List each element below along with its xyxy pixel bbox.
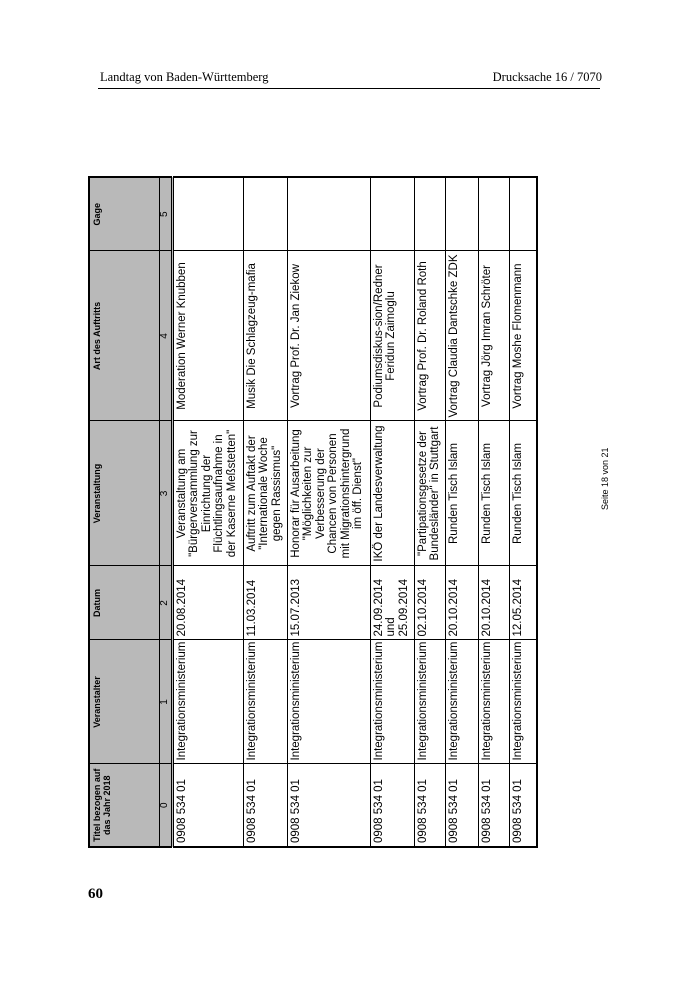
- table-cell: Runden Tisch Islam: [479, 421, 510, 566]
- table-cell: Musik Die Schlagzeug-mafia: [243, 251, 287, 421]
- table-cell: Runden Tisch Islam: [445, 421, 478, 566]
- column-number: 0: [160, 764, 173, 847]
- table-row: [370, 177, 414, 847]
- table-cell: 12.05.2014: [510, 566, 537, 640]
- column-number-row: [160, 177, 173, 847]
- table-cell: Runden Tisch Islam: [510, 421, 537, 566]
- header-cell: Art des Auftritts: [89, 251, 160, 421]
- table-cell: Integrationsministerium: [510, 640, 537, 764]
- header-cell: Veranstaltung: [89, 421, 160, 566]
- table-cell: Vortrag Claudia Dantschke ZDK: [445, 251, 478, 421]
- table-cell: Vortrag Moshe Flomenmann: [510, 251, 537, 421]
- table-cell: 0908 534 01: [173, 764, 244, 847]
- table-cell: 0908 534 01: [414, 764, 445, 847]
- events-table: [88, 176, 538, 848]
- table-cell: Veranstaltung am "Bürgerversammlung zur Einrichtung der Flüchtlingsaufnahme in der Kaserne Meßstetten": [173, 421, 244, 566]
- table-cell: Integrationsministerium: [370, 640, 414, 764]
- table-cell: 20.10.2014: [479, 566, 510, 640]
- page-footer: Seite 18 von 21: [600, 447, 610, 510]
- table-row: [445, 177, 478, 847]
- column-number: 2: [160, 566, 173, 640]
- table-cell: Honorar für Ausarbeitung "Möglichkeiten zur Verbesserung der Chancen von Personen mit Migrationshintergrund im öff. Dienst": [287, 421, 370, 566]
- table-cell: 02.10.2014: [414, 566, 445, 640]
- column-number: 3: [160, 421, 173, 566]
- table-cell: [414, 177, 445, 251]
- header-cell: Titel bezogen auf das Jahr 2018: [89, 764, 160, 847]
- table-cell: Integrationsministerium: [445, 640, 478, 764]
- table-cell: Auftritt zum Auftakt der "Internationale Woche gegen Rassismus": [243, 421, 287, 566]
- table-cell: Integrationsministerium: [243, 640, 287, 764]
- header-doc-number: Drucksache 16 / 7070: [492, 70, 602, 84]
- table-cell: 0908 534 01: [243, 764, 287, 847]
- table-row: [243, 177, 287, 847]
- page-number: 60: [88, 886, 103, 902]
- table-header-row: [89, 177, 160, 847]
- table-cell: 0908 534 01: [510, 764, 537, 847]
- table-cell: 0908 534 01: [287, 764, 370, 847]
- table-row: [479, 177, 510, 847]
- column-number: 5: [160, 177, 173, 251]
- table-cell: Moderation Werner Knubben: [173, 251, 244, 421]
- header-cell: Datum: [89, 566, 160, 640]
- table-cell: 20.10.2014: [445, 566, 478, 640]
- header-divider: [98, 88, 600, 89]
- table-cell: 11.03.2014: [243, 566, 287, 640]
- table-cell: Integrationsministerium: [479, 640, 510, 764]
- column-number: 4: [160, 251, 173, 421]
- table-cell: 15.07.2013: [287, 566, 370, 640]
- table-cell: "Partipationsgesetze der Bundesländer" in Stuttgart: [414, 421, 445, 566]
- table-cell: 0908 534 01: [370, 764, 414, 847]
- column-number: 1: [160, 640, 173, 764]
- table-cell: [243, 177, 287, 251]
- table-row: [510, 177, 537, 847]
- table-cell: 0908 534 01: [445, 764, 478, 847]
- table-cell: 20.08.2014: [173, 566, 244, 640]
- table-row: [173, 177, 244, 847]
- table-cell: [173, 177, 244, 251]
- table-cell: Vortrag Prof. Dr. Jan Ziekow: [287, 251, 370, 421]
- table-cell: Vortrag Jörg Imran Schröter: [479, 251, 510, 421]
- table-cell: 24.09.2014 und 25.09.2014: [370, 566, 414, 640]
- header-cell: Gage: [89, 177, 160, 251]
- table-cell: Vortrag Prof. Dr. Roland Roth: [414, 251, 445, 421]
- table-cell: 0908 534 01: [479, 764, 510, 847]
- table-cell: Integrationsministerium: [414, 640, 445, 764]
- table-cell: Integrationsministerium: [173, 640, 244, 764]
- table-row: [414, 177, 445, 847]
- table-row: [287, 177, 370, 847]
- rotated-table-container: [88, 178, 538, 848]
- table-cell: [510, 177, 537, 251]
- header-cell: Veranstalter: [89, 640, 160, 764]
- table-cell: [479, 177, 510, 251]
- table-cell: [370, 177, 414, 251]
- table-cell: [287, 177, 370, 251]
- table-cell: Podiumsdiskus-sion/Redner Feridun Zaimoglu: [370, 251, 414, 421]
- table-cell: IKÖ der Landesverwaltung: [370, 421, 414, 566]
- header-title-left: Landtag von Baden-Württemberg: [100, 70, 269, 84]
- table-cell: Integrationsministerium: [287, 640, 370, 764]
- table-cell: [445, 177, 478, 251]
